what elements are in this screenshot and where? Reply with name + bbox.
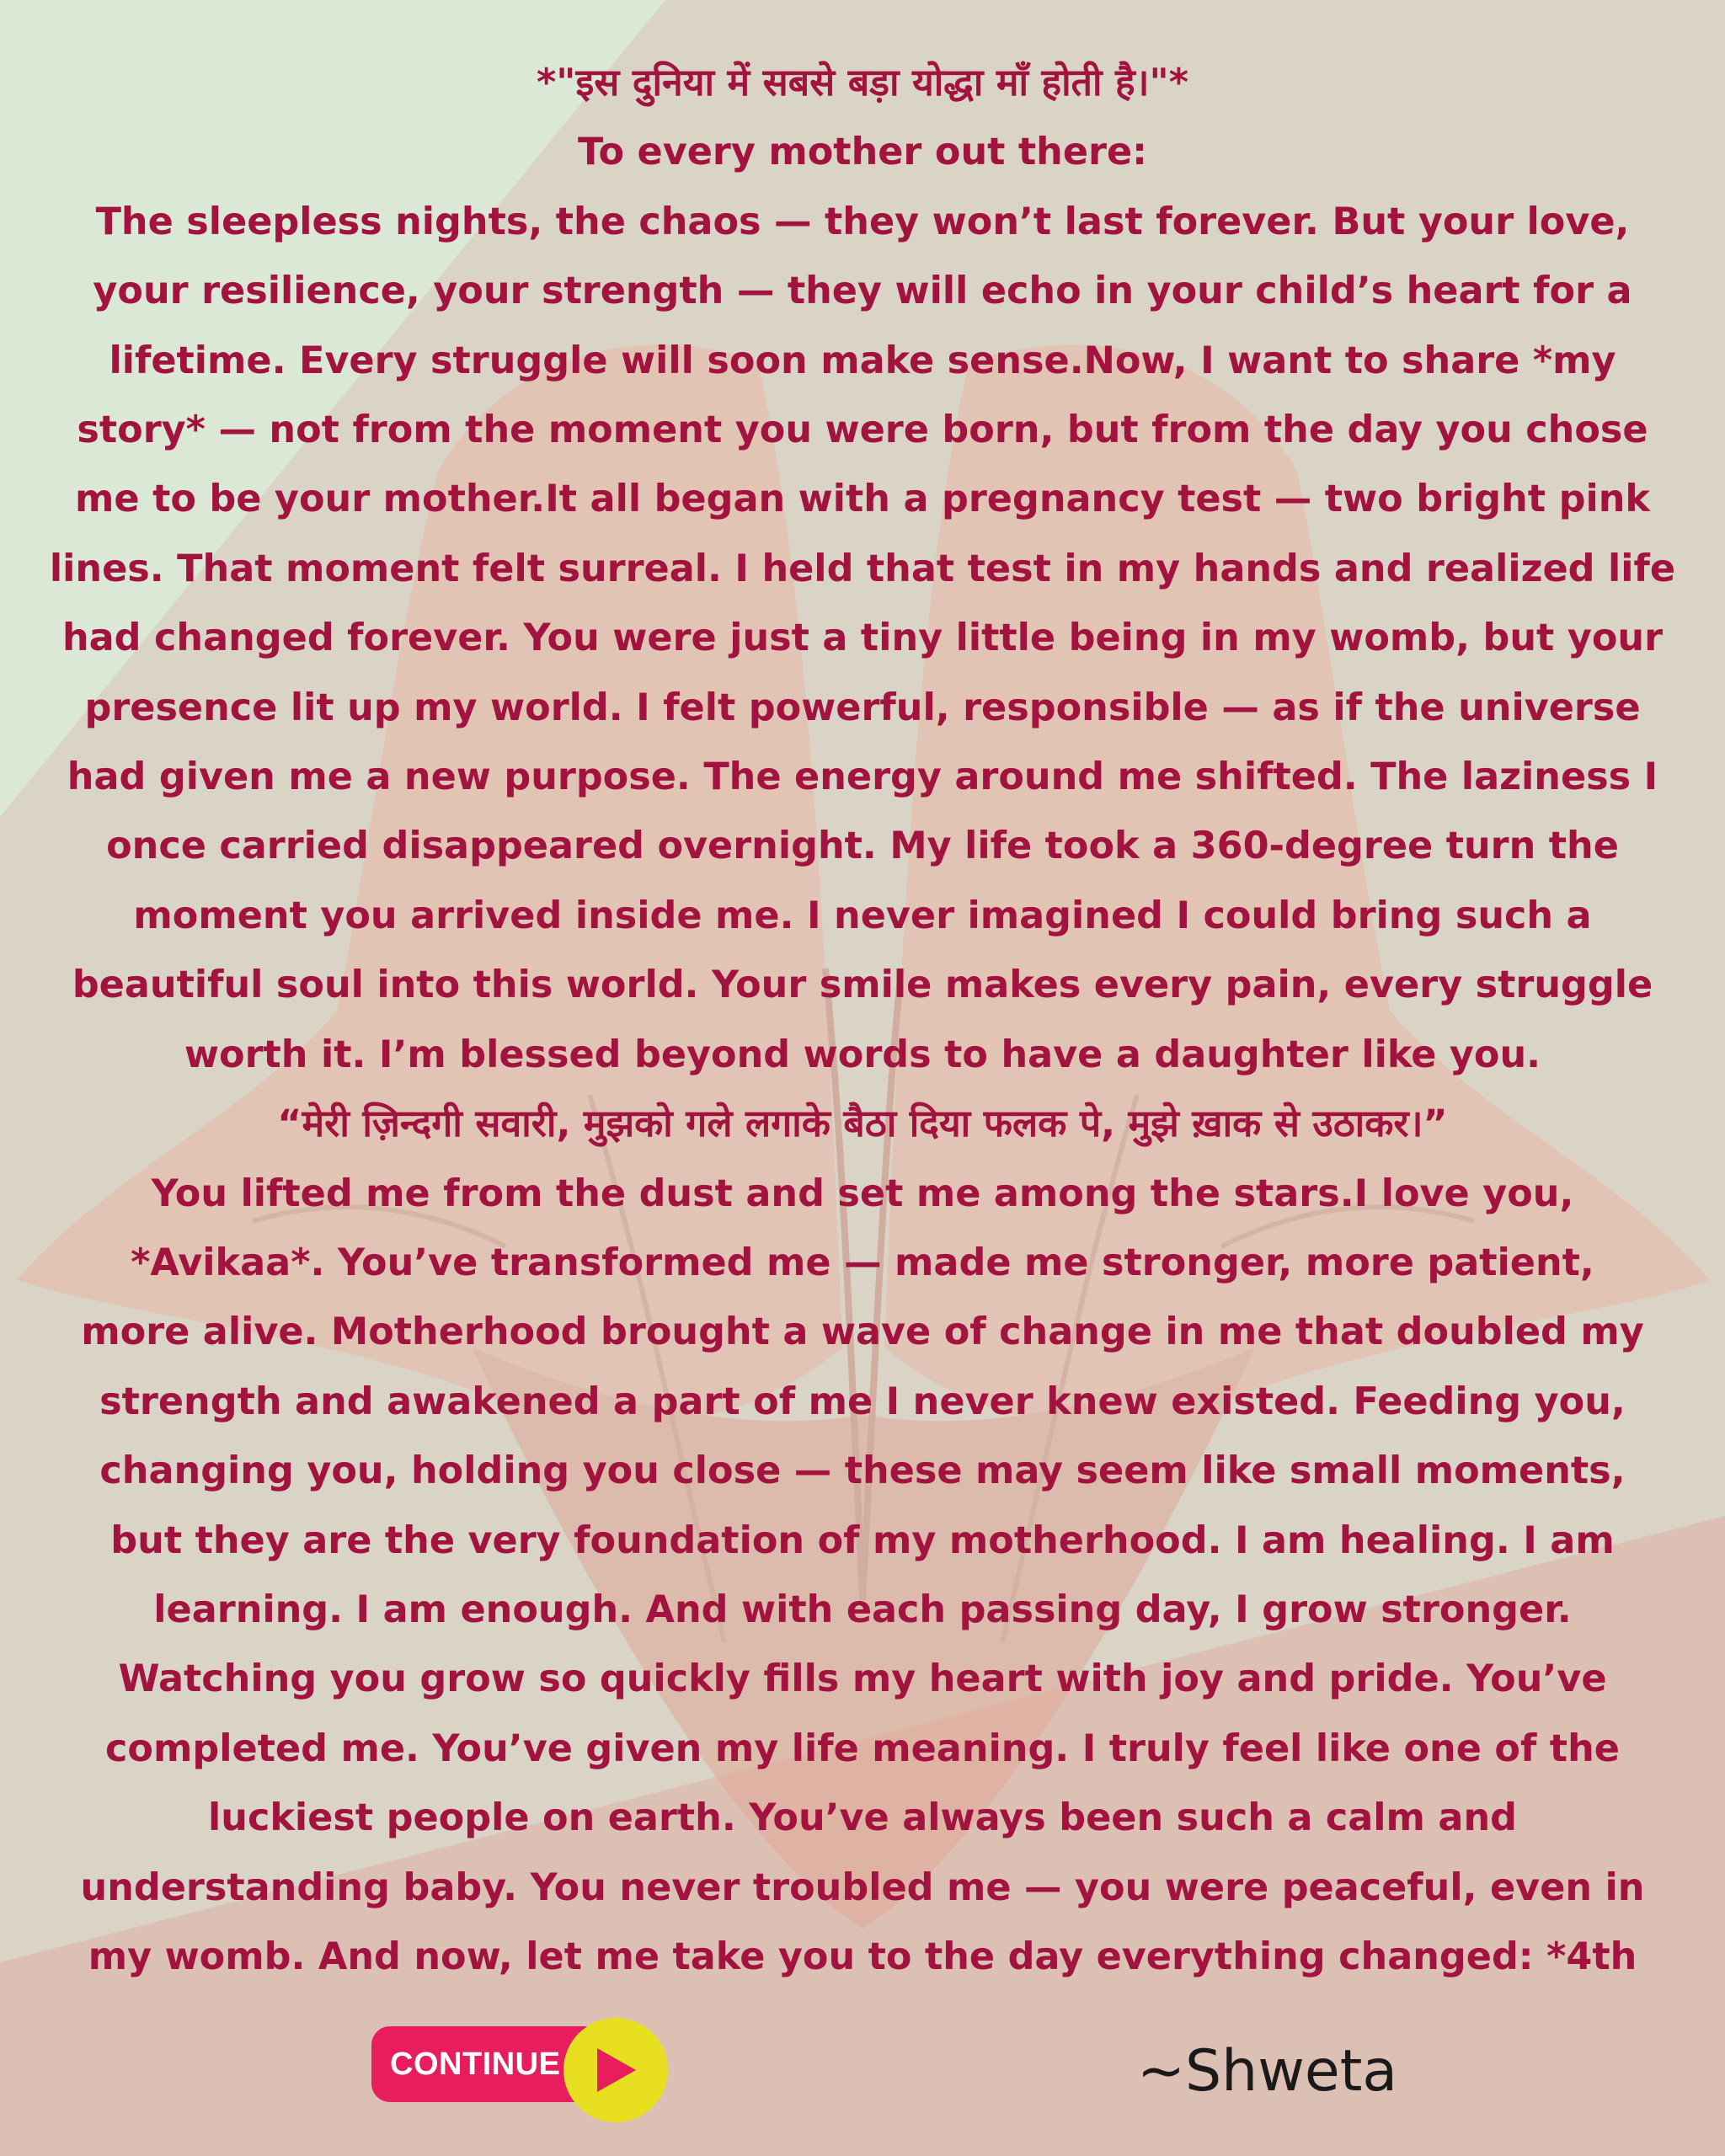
letter-line: but they are the very foundation of my motherhood. I am healing. I am: [110, 1518, 1615, 1562]
letter-line: lines. That moment felt surreal. I held that test in my hands and realized life: [49, 547, 1676, 590]
letter-line: understanding baby. You never troubled me — you were peaceful, even in: [80, 1865, 1645, 1909]
letter-line: more alive. Motherhood brought a wave of change in me that doubled my: [81, 1310, 1644, 1354]
letter-line: “मेरी ज़िन्दगी सवारी, मुझको गले लगाके बैठा दिया फलक पे, मुझे ख़ाक से उठाकर।”: [277, 1102, 1448, 1146]
letter-line: To every mother out there:: [578, 131, 1147, 174]
letter-line: strength and awakened a part of me I never knew existed. Feeding you,: [99, 1380, 1626, 1423]
letter-line: moment you arrived inside me. I never imagined I could bring such a: [133, 894, 1592, 937]
letter-line: completed me. You’ve given my life meaning. I truly feel like one of the: [105, 1726, 1620, 1770]
letter-line: story* — not from the moment you were born, but from the day you chose: [77, 408, 1648, 452]
letter-line: lifetime. Every struggle will soon make sense.Now, I want to share *my: [109, 339, 1616, 382]
letter-line: Watching you grow so quickly fills my heart with joy and pride. You’ve: [118, 1657, 1607, 1701]
continue-label: CONTINUE: [371, 2026, 607, 2102]
letter-line: had changed forever. You were just a tiny little being in my womb, but your: [61, 616, 1664, 660]
letter-line: once carried disappeared overnight. My life took a 360-degree turn the: [106, 825, 1619, 868]
letter-line: had given me a new purpose. The energy around me shifted. The laziness I: [67, 755, 1658, 799]
letter-line: my womb. And now, let me take you to the day everything changed: *4th: [88, 1935, 1637, 1978]
play-icon: [592, 2045, 639, 2095]
letter-line: beautiful soul into this world. Your smile makes every pain, every struggle: [72, 963, 1653, 1007]
letter-line: luckiest people on earth. You’ve always been such a calm and: [208, 1796, 1517, 1840]
letter-line: You lifted me from the dust and set me among the stars.I love you,: [151, 1171, 1574, 1215]
play-button-circle[interactable]: [563, 2018, 668, 2122]
continue-button[interactable]: [371, 2018, 668, 2111]
letter-line: changing you, holding you close — these may seem like small moments,: [99, 1449, 1626, 1493]
letter-line: learning. I am enough. And with each passing day, I grow stronger.: [153, 1588, 1572, 1631]
letter-line: *"इस दुनिया में सबसे बड़ा योद्धा माँ होती है।"*: [537, 61, 1188, 104]
letter-line: me to be your mother.It all began with a pregnancy test — two bright pink: [75, 478, 1650, 521]
letter-line: presence lit up my world. I felt powerful, responsible — as if the universe: [84, 686, 1641, 729]
letter-line: *Avikaa*. You’ve transformed me — made me stronger, more patient,: [131, 1241, 1594, 1284]
letter-line: your resilience, your strength — they will echo in your child’s heart for a: [93, 270, 1632, 313]
letter-text: [42, 49, 1683, 1992]
signature: ~Shweta: [1137, 2038, 1398, 2105]
letter-line: worth it. I’m blessed beyond words to have a daughter like you.: [184, 1033, 1541, 1076]
letter-line: The sleepless nights, the chaos — they won’t last forever. But your love,: [95, 200, 1630, 243]
